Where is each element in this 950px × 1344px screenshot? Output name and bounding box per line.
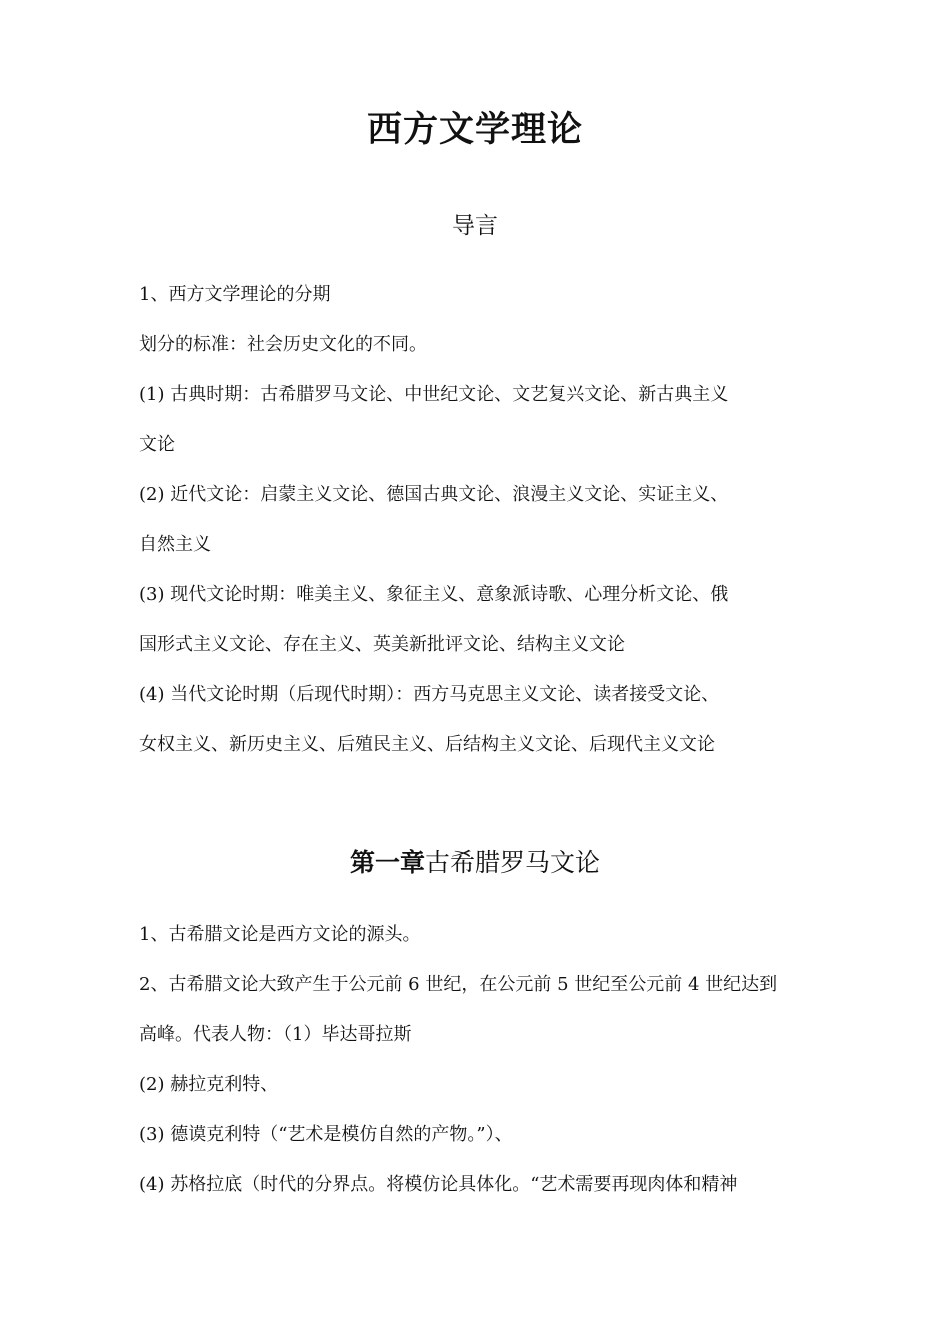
- intro-line: 自然主义: [139, 534, 211, 555]
- intro-line: (4) 当代文论时期（后现代时期）：西方马克思主义文论、读者接受文论、: [139, 684, 720, 705]
- chapter-line: (4) 苏格拉底（时代的分界点。将模仿论具体化。“艺术需要再现肉体和精神: [139, 1174, 738, 1195]
- chapter-section: [139, 910, 819, 1210]
- intro-heading: 导言: [452, 213, 498, 239]
- chapter-number: 第一章: [349, 848, 425, 877]
- intro-line: 国形式主义文论、存在主义、英美新批评文论、结构主义文论: [139, 634, 625, 655]
- chapter-heading: [0, 842, 950, 884]
- chapter-title: 古希腊罗马文论: [425, 848, 601, 877]
- chapter-line: 高峰。代表人物：（1）毕达哥拉斯: [139, 1024, 412, 1045]
- chapter-line: (3) 德谟克利特（“艺术是模仿自然的产物。”）、: [139, 1124, 513, 1145]
- intro-line: 女权主义、新历史主义、后殖民主义、后结构主义文论、后现代主义文论: [139, 734, 715, 755]
- intro-line: (2) 近代文论：启蒙主义文论、德国古典文论、浪漫主义文论、实证主义、: [139, 484, 729, 505]
- document-title: 西方文学理论: [366, 110, 583, 150]
- chapter-line: 1、古希腊文论是西方文论的源头。: [139, 924, 421, 945]
- intro-section: [139, 270, 819, 770]
- chapter-line: (2) 赫拉克利特、: [139, 1074, 279, 1095]
- chapter-line: 2、古希腊文论大致产生于公元前 6 世纪，在公元前 5 世纪至公元前 4 世纪达到: [139, 974, 778, 995]
- intro-line: 划分的标准：社会历史文化的不同。: [139, 334, 427, 355]
- intro-line: 文论: [139, 434, 175, 455]
- intro-line: 1、西方文学理论的分期: [139, 284, 331, 305]
- intro-line: (3) 现代文论时期：唯美主义、象征主义、意象派诗歌、心理分析文论、俄: [139, 584, 729, 605]
- intro-line: (1) 古典时期：古希腊罗马文论、中世纪文论、文艺复兴文论、新古典主义: [139, 384, 729, 405]
